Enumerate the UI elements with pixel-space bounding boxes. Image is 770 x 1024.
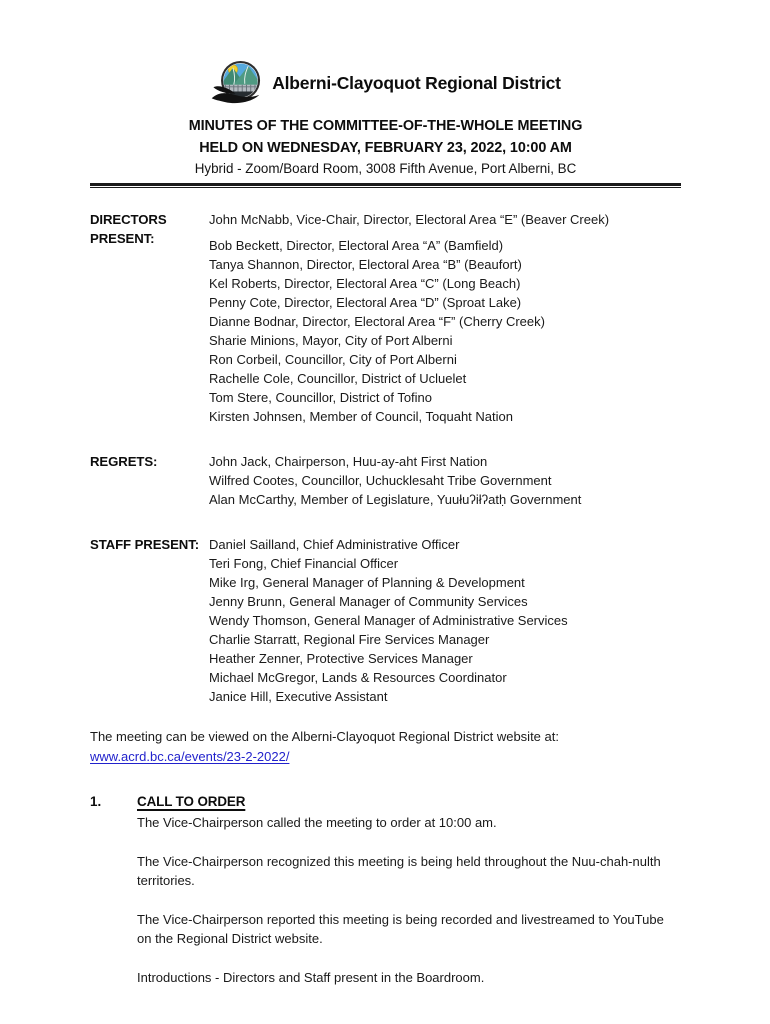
attendee-line: Bob Beckett, Director, Electoral Area “A” (Bamfield) <box>209 238 504 253</box>
staff-present-label: STAFF PRESENT: <box>90 537 199 552</box>
staff-name-list <box>209 535 681 706</box>
attendee-line: Penny Cote, Director, Electoral Area “D” (Sproat Lake) <box>209 295 522 310</box>
attendee-line: Tom Stere, Councillor, District of Tofino <box>209 390 433 405</box>
section-number: 1. <box>90 794 102 809</box>
directors-name-list <box>209 210 681 426</box>
attendee-line: Tanya Shannon, Director, Electoral Area “B” (Beaufort) <box>209 257 522 272</box>
org-name: Alberni-Clayoquot Regional District <box>272 72 561 93</box>
attendee-line: Heather Zenner, Protective Services Manager <box>209 651 473 666</box>
section-paragraph: Introductions - Directors and Staff present in the Boardroom. <box>137 969 485 985</box>
section-paragraph: The Vice-Chairperson recognized this meeting is being held throughout the Nuu-chah-nulth territories. <box>137 853 661 888</box>
meeting-title-line1: MINUTES OF THE COMMITTEE-OF-THE-WHOLE MEETING <box>188 118 583 134</box>
attendee-line: Dianne Bodnar, Director, Electoral Area “F” (Cherry Creek) <box>209 314 545 329</box>
attendee-line: Wendy Thomson, General Manager of Administrative Services <box>209 613 568 628</box>
attendee-line: Mike Irg, General Manager of Planning & Development <box>209 575 525 590</box>
attendee-line: John McNabb, Vice-Chair, Director, Electoral Area “E” (Beaver Creek) <box>209 212 610 227</box>
attendee-line: John Jack, Chairperson, Huu-ay-aht First Nation <box>209 454 488 469</box>
directors-label-line2: PRESENT: <box>90 231 155 246</box>
section-call-to-order <box>90 792 681 987</box>
attendee-line: Alan McCarthy, Member of Legislature, Yuułuʔiłʔatḥ Government <box>209 492 582 507</box>
directors-present-section <box>90 210 681 426</box>
attendee-line: Wilfred Cootes, Councillor, Uchucklesaht Tribe Government <box>209 473 552 488</box>
section-title: CALL TO ORDER <box>137 794 246 809</box>
section-heading-row <box>90 792 681 811</box>
attendee-line: Sharie Minions, Mayor, City of Port Alberni <box>209 333 453 348</box>
website-note <box>90 727 681 766</box>
regrets-name-list <box>209 452 681 509</box>
section-paragraph: The Vice-Chairperson called the meeting to order at 10:00 am. <box>137 815 497 830</box>
meeting-location: Hybrid - Zoom/Board Room, 3008 Fifth Avenue, Port Alberni, BC <box>194 161 577 176</box>
acrd-logo-icon <box>210 58 266 108</box>
section-paragraph: The Vice-Chairperson reported this meeting is being recorded and livestreamed to YouTube on the Regional District website. <box>137 911 664 946</box>
attendee-line: Michael McGregor, Lands & Resources Coordinator <box>209 670 507 685</box>
attendee-line: Jenny Brunn, General Manager of Community Services <box>209 594 528 609</box>
meeting-video-link[interactable]: www.acrd.bc.ca/events/23-2-2022/ <box>90 748 290 764</box>
attendee-line: Kel Roberts, Director, Electoral Area “C” (Long Beach) <box>209 276 521 291</box>
attendee-line: Charlie Starratt, Regional Fire Services Manager <box>209 632 490 647</box>
staff-present-section <box>90 535 681 706</box>
header-rule <box>90 183 681 188</box>
regrets-label: REGRETS: <box>90 454 158 469</box>
directors-label-line1: DIRECTORS <box>90 212 167 227</box>
attendee-line: Janice Hill, Executive Assistant <box>209 689 388 704</box>
attendee-line: Rachelle Cole, Councillor, District of Ucluelet <box>209 371 467 386</box>
brand-row <box>90 58 681 108</box>
website-note-text: The meeting can be viewed on the Alberni-Clayoquot Regional District website at: <box>90 729 559 744</box>
minutes-body <box>90 210 681 987</box>
meeting-title-line2: HELD ON WEDNESDAY, FEBRUARY 23, 2022, 10:00 AM <box>199 140 572 156</box>
section-body <box>137 813 681 987</box>
attendee-line: Kirsten Johnsen, Member of Council, Toquaht Nation <box>209 409 513 424</box>
directors-present-label <box>90 210 209 248</box>
attendee-line: Teri Fong, Chief Financial Officer <box>209 556 399 571</box>
document-header <box>90 58 681 188</box>
regrets-section <box>90 452 681 509</box>
attendee-line: Ron Corbeil, Councillor, City of Port Alberni <box>209 352 457 367</box>
attendee-line: Daniel Sailland, Chief Administrative Officer <box>209 537 460 552</box>
